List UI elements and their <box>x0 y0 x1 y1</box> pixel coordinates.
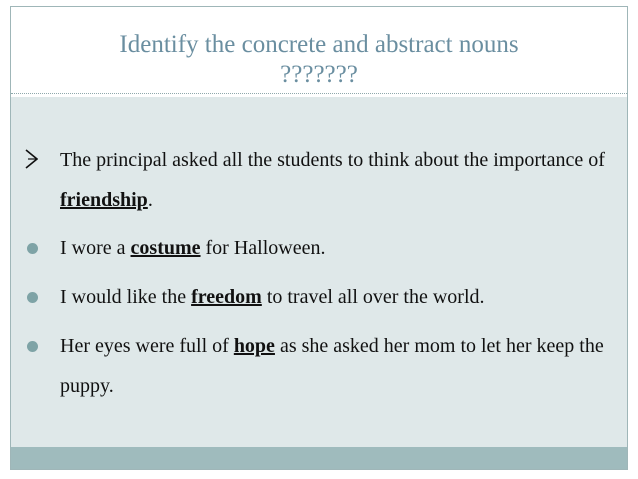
sentence-text: to travel all over the world. <box>261 286 485 308</box>
dot-bullet-icon <box>27 292 38 303</box>
list-item-text <box>60 228 615 268</box>
noun-keyword: hope <box>233 335 275 357</box>
slide-title-line-1: Identify the concrete and abstract nouns <box>119 31 519 58</box>
arrow-bullet-icon <box>25 149 38 169</box>
list-item <box>25 140 615 220</box>
list-item <box>25 228 615 268</box>
sentence-text: . <box>147 189 153 211</box>
sentence-text: The principal asked all the students to think about the importance of <box>60 149 605 171</box>
slide-title-line-2: ??????? <box>280 61 358 88</box>
sentence-text: for Halloween. <box>200 237 326 259</box>
slide-frame <box>10 6 628 470</box>
sentence-text: I would like the <box>60 286 192 308</box>
noun-keyword: costume <box>130 237 201 259</box>
title-area <box>11 7 627 90</box>
list-item-text <box>60 326 615 406</box>
content-area <box>11 97 627 447</box>
slide-title <box>11 30 627 90</box>
list-item-text <box>60 277 615 317</box>
dot-bullet-icon <box>27 243 38 254</box>
title-divider <box>11 93 627 94</box>
list-item <box>25 277 615 317</box>
dot-bullet-icon <box>27 341 38 352</box>
list-item <box>25 326 615 406</box>
sentence-text: I wore a <box>60 237 131 259</box>
sentence-text: Her eyes were full of <box>60 335 234 357</box>
sentence-text: as she asked her mom to let her keep the puppy. <box>60 335 604 397</box>
list-item-text <box>60 140 615 220</box>
noun-keyword: freedom <box>191 286 262 308</box>
footer-accent-bar <box>11 447 627 469</box>
noun-keyword: friendship <box>60 189 148 211</box>
